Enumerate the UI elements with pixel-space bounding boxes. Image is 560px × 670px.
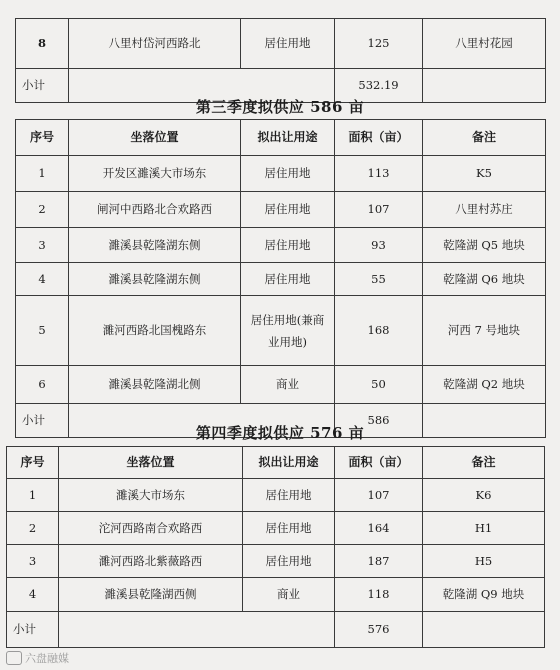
header-note: 备注 (423, 120, 546, 156)
subtotal-label: 小计 (16, 404, 69, 438)
row-area: 55 (335, 263, 423, 296)
row-location: 濉河西路北国槐路东 (69, 296, 241, 366)
row-note: 乾隆湖 Q2 地块 (423, 366, 546, 404)
table-row (16, 296, 546, 366)
row-area: 93 (335, 228, 423, 263)
table-row (7, 545, 545, 578)
row-area: 107 (335, 479, 423, 512)
row-number: 3 (7, 545, 59, 578)
row-location: 濉溪县乾隆湖西侧 (59, 578, 243, 612)
table-row (16, 228, 546, 263)
row-area: 113 (335, 156, 423, 192)
row-use: 居住用地 (243, 512, 335, 545)
header-location: 坐落位置 (59, 447, 243, 479)
row-use: 居住用地 (243, 545, 335, 578)
row-note: 乾隆湖 Q9 地块 (423, 578, 545, 612)
table-row (7, 512, 545, 545)
row-area: 168 (335, 296, 423, 366)
watermark (6, 650, 69, 666)
subtotal-area: 576 (335, 612, 423, 648)
row-number: 1 (16, 156, 69, 192)
row-number: 2 (7, 512, 59, 545)
row-use: 居住用地 (241, 228, 335, 263)
header-use: 拟出让用途 (243, 447, 335, 479)
row-use: 商业 (243, 578, 335, 612)
table-row (16, 192, 546, 228)
q4-title: 第四季度拟供应 576 亩 (195, 424, 365, 442)
row-location: 濉溪县乾隆湖东侧 (69, 263, 241, 296)
table-row (16, 156, 546, 192)
row-number: 4 (16, 263, 69, 296)
subtotal-label: 小计 (7, 612, 59, 648)
table-row (16, 19, 546, 69)
row-area: 187 (335, 545, 423, 578)
row-note: H5 (423, 545, 545, 578)
row-note: 河西 7 号地块 (423, 296, 546, 366)
table-header-row (16, 120, 546, 156)
row-area: 125 (335, 19, 423, 69)
subtotal-label: 小计 (16, 69, 69, 103)
header-location: 坐落位置 (69, 120, 241, 156)
header-use: 拟出让用途 (241, 120, 335, 156)
watermark-text: 六盘融媒 (25, 652, 69, 665)
row-use: 居住用地 (241, 156, 335, 192)
row-use: 居住用地 (241, 263, 335, 296)
row-number: 3 (16, 228, 69, 263)
header-area: 面积（亩） (335, 120, 423, 156)
table-row (16, 263, 546, 296)
top-table (15, 18, 546, 103)
header-note: 备注 (423, 447, 545, 479)
row-use: 商业 (241, 366, 335, 404)
row-location: 濉河西路北紫薇路西 (59, 545, 243, 578)
table-row (7, 479, 545, 512)
row-area: 118 (335, 578, 423, 612)
q3-table (15, 119, 546, 438)
table-row (16, 366, 546, 404)
header-area: 面积（亩） (335, 447, 423, 479)
q4-table (6, 446, 545, 648)
row-number: 6 (16, 366, 69, 404)
subtotal-area: 532.19 (335, 69, 423, 103)
row-use: 居住用地 (243, 479, 335, 512)
row-note: 八里村苏庄 (423, 192, 546, 228)
row-location: 濉溪大市场东 (59, 479, 243, 512)
watermark-logo-icon (6, 651, 22, 665)
q3-title: 第三季度拟供应 586 亩 (195, 98, 365, 116)
row-use: 居住用地(兼商业用地) (241, 296, 335, 366)
row-area: 107 (335, 192, 423, 228)
row-use: 居住用地 (241, 192, 335, 228)
row-number: 1 (7, 479, 59, 512)
header-no: 序号 (7, 447, 59, 479)
table-row (7, 578, 545, 612)
subtotal-area: 586 (335, 404, 423, 438)
row-number: 4 (7, 578, 59, 612)
row-location: 八里村岱河西路北 (69, 19, 241, 69)
row-number: 8 (16, 19, 69, 69)
row-note: H1 (423, 512, 545, 545)
row-note: K6 (423, 479, 545, 512)
row-location: 开发区濉溪大市场东 (69, 156, 241, 192)
row-number: 5 (16, 296, 69, 366)
table-header-row (7, 447, 545, 479)
row-area: 50 (335, 366, 423, 404)
row-location: 濉溪县乾隆湖东侧 (69, 228, 241, 263)
row-location: 濉溪县乾隆湖北侧 (69, 366, 241, 404)
row-area: 164 (335, 512, 423, 545)
row-note: 乾隆湖 Q5 地块 (423, 228, 546, 263)
row-note: 八里村花园 (423, 19, 546, 69)
row-note: 乾隆湖 Q6 地块 (423, 263, 546, 296)
subtotal-row (7, 612, 545, 648)
row-use: 居住用地 (241, 19, 335, 69)
row-location: 沱河西路南合欢路西 (59, 512, 243, 545)
row-note: K5 (423, 156, 546, 192)
row-number: 2 (16, 192, 69, 228)
header-no: 序号 (16, 120, 69, 156)
row-location: 闸河中西路北合欢路西 (69, 192, 241, 228)
